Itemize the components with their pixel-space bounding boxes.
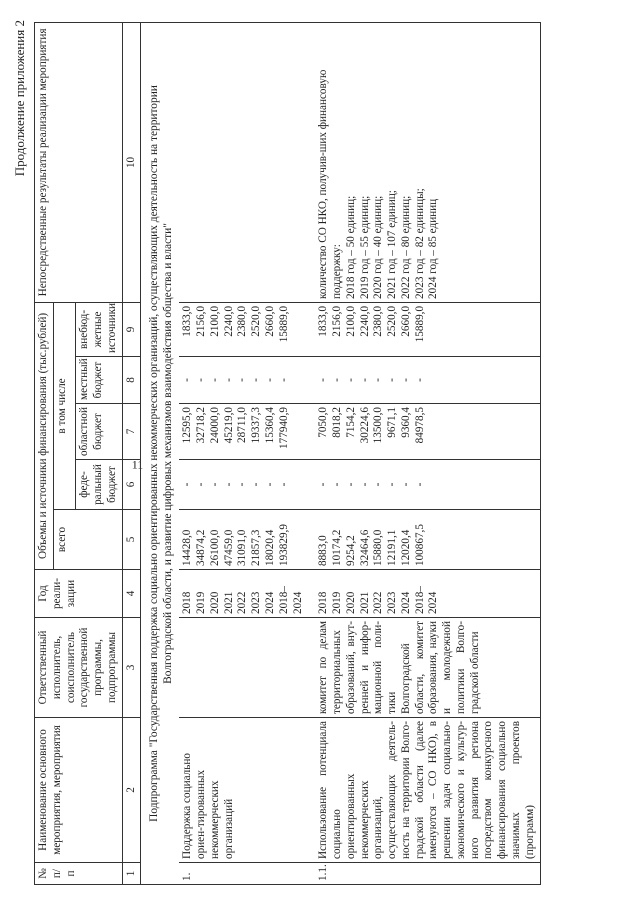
page-number: 11 — [131, 457, 144, 472]
row-number: 1. — [179, 863, 307, 885]
result-line: 2018 год – 50 единиц; — [344, 195, 357, 299]
header-executor: Ответственный исполнитель, соисполнитель государственной программы, подпрограммы — [35, 618, 123, 718]
total-value: 12191,1 — [386, 529, 399, 566]
federal-value: - — [317, 482, 330, 487]
result-line: количество СО НКО, получив-ших финансовую поддержку: — [317, 69, 344, 299]
regional-value: 8018,2 — [331, 407, 344, 438]
result-line: 2020 год – 40 единиц; — [372, 195, 385, 299]
total-value: 34874,2 — [195, 529, 208, 566]
extra-value: 2100,0 — [344, 305, 357, 337]
colnum-6: 6 — [122, 460, 141, 510]
header-results: Непосредственные результаты реализации мероприятия — [35, 22, 123, 302]
extra-value: 2660,0 — [399, 305, 412, 337]
extra-value: 2520,0 — [250, 305, 263, 337]
year-value: 2022 — [236, 591, 249, 614]
year-value: 2018 — [317, 591, 330, 614]
table-row — [179, 22, 307, 884]
extra-value: 2100,0 — [208, 305, 221, 337]
row-name: Поддержка социально ориен-тированных некоммерческих организаций — [179, 718, 307, 863]
header-regional: областной бюджет — [76, 404, 122, 460]
total-value: 14428,0 — [181, 529, 194, 566]
row-total — [315, 510, 540, 570]
total-value: 32464,6 — [358, 529, 371, 566]
table-row — [315, 22, 540, 884]
header-local: местный бюджет — [76, 357, 122, 404]
regional-value: 28711,0 — [236, 407, 249, 443]
regional-value: 7154,2 — [344, 407, 357, 438]
continuation-label: Продолжение приложения 2 — [12, 20, 27, 177]
row-executor — [179, 618, 307, 718]
regional-value: 9360,4 — [399, 407, 412, 438]
federal-value: - — [222, 482, 235, 487]
extra-value: 1833,0 — [317, 305, 330, 337]
result-line: 2021 год – 107 единиц; — [386, 190, 399, 299]
row-local — [315, 357, 540, 404]
extra-value: 15889,0 — [277, 305, 290, 343]
total-value: 9254,2 — [344, 535, 357, 566]
local-value: - — [250, 378, 263, 382]
local-value: - — [263, 378, 276, 382]
federal-value: - — [208, 482, 221, 487]
extra-value: 2240,0 — [222, 305, 235, 337]
column-numbers-row — [122, 22, 141, 884]
local-value: - — [331, 378, 344, 382]
regional-value: 12595,0 — [181, 407, 194, 444]
total-value: 8883,0 — [317, 535, 330, 566]
header-federal: феде-ральный бюджет — [76, 460, 122, 510]
header-row-1 — [35, 22, 54, 884]
row-years — [179, 570, 307, 618]
federal-value: - — [331, 482, 344, 487]
local-value: - — [386, 378, 399, 382]
result-line: 2019 год – 55 единиц; — [358, 195, 371, 299]
year-value: 2020 — [208, 591, 221, 614]
local-value: - — [399, 378, 412, 382]
local-value: - — [222, 378, 235, 382]
colnum-3: 3 — [122, 618, 141, 718]
extra-value: 2380,0 — [236, 305, 249, 337]
total-value: 193829,9 — [277, 524, 290, 566]
regional-value: 15360,4 — [263, 407, 276, 444]
total-value: 12020,4 — [399, 529, 412, 566]
total-value: 31091,0 — [236, 529, 249, 566]
federal-value: - — [236, 482, 249, 487]
year-value: 2019 — [331, 591, 344, 614]
regional-value: 177940,9 — [277, 407, 290, 449]
year-value: 2022 — [372, 591, 385, 614]
header-name: Наименование основного мероприятия, мероприятия — [35, 718, 123, 863]
header-extra: внебюд-жетные источники — [76, 302, 122, 356]
federal-value: - — [413, 482, 426, 487]
regional-value: 7050,0 — [317, 407, 330, 438]
regional-value: 9671,1 — [386, 407, 399, 438]
regional-value: 32718,2 — [195, 407, 208, 444]
extra-value: 2156,0 — [195, 305, 208, 337]
header-funding: Объемы и источники финансирования (тыс.рублей) — [35, 302, 54, 569]
subprogram-title: Подпрограмма "Государственная поддержка социально ориентированных некоммерческих организаций, осуществляющих деятельность на территории Волгоградской области, и развитие цифровых механизмов взаимодействия общества и власти" — [141, 22, 180, 884]
extra-value: 15889,0 — [413, 305, 426, 343]
local-value: - — [277, 378, 290, 382]
colnum-10: 10 — [122, 22, 141, 302]
row-federal — [179, 460, 307, 510]
local-value: - — [358, 378, 371, 382]
local-value: - — [344, 378, 357, 382]
colnum-7: 7 — [122, 404, 141, 460]
year-value: 2020 — [344, 591, 357, 614]
year-value: 2024 — [399, 591, 412, 614]
total-value: 47459,0 — [222, 529, 235, 566]
federal-value: - — [386, 482, 399, 487]
year-value: 2018 — [181, 591, 194, 614]
row-number: 1.1. — [315, 863, 540, 885]
row-years — [315, 570, 540, 618]
colnum-5: 5 — [122, 510, 141, 570]
year-value: 2018–2024 — [413, 586, 440, 614]
subprogram-row — [141, 22, 180, 884]
local-value: - — [195, 378, 208, 382]
year-value: 2021 — [358, 591, 371, 614]
extra-value: 2660,0 — [263, 305, 276, 337]
year-value: 2018–2024 — [277, 586, 304, 614]
result-line: 2024 год – 85 единиц — [427, 198, 440, 299]
row-regional — [315, 404, 540, 460]
header-incl: в том числе — [53, 302, 76, 509]
federal-value: - — [250, 482, 263, 487]
federal-value: - — [195, 482, 208, 487]
local-value: - — [372, 378, 385, 382]
federal-value: - — [344, 482, 357, 487]
row-results — [315, 22, 540, 302]
total-value: 15880,0 — [372, 529, 385, 566]
header-num: № п/п — [35, 863, 123, 885]
row-regional — [179, 404, 307, 460]
program-table — [34, 22, 541, 885]
local-value: - — [208, 378, 221, 382]
total-value: 26100,0 — [208, 529, 221, 566]
local-value: - — [413, 378, 426, 382]
federal-value: - — [372, 482, 385, 487]
local-value: - — [181, 378, 194, 382]
colnum-9: 9 — [122, 302, 141, 356]
extra-value: 1833,0 — [181, 305, 194, 337]
total-value: 10174,2 — [331, 529, 344, 566]
row-executor: комитет по делам территориальных образований, внут-ренней и инфор-мационной поли-тики Волгоградской области, комитет образования, науки и молодежной политики Волго-градской области — [315, 618, 540, 718]
total-value: 100867,5 — [413, 524, 426, 566]
year-value: 2019 — [195, 591, 208, 614]
federal-value: - — [263, 482, 276, 487]
regional-value: 45219,0 — [222, 407, 235, 444]
regional-value: 24000,0 — [208, 407, 221, 444]
federal-value: - — [277, 482, 290, 487]
regional-value: 30224,6 — [358, 407, 371, 444]
federal-value: - — [399, 482, 412, 487]
row-spacer — [307, 22, 315, 884]
regional-value: 13500,0 — [372, 407, 385, 444]
row-total — [179, 510, 307, 570]
extra-value: 2240,0 — [358, 305, 371, 337]
row-local — [179, 357, 307, 404]
extra-value: 2380,0 — [372, 305, 385, 337]
year-value: 2021 — [222, 591, 235, 614]
regional-value: 84978,5 — [413, 407, 426, 444]
header-total: всего — [53, 510, 122, 570]
colnum-8: 8 — [122, 357, 141, 404]
colnum-2: 2 — [122, 718, 141, 863]
local-value: - — [317, 378, 330, 382]
extra-value: 2520,0 — [386, 305, 399, 337]
row-extra — [315, 302, 540, 356]
colnum-4: 4 — [122, 570, 141, 618]
federal-value: - — [358, 482, 371, 487]
total-value: 21857,3 — [250, 529, 263, 566]
federal-value: - — [181, 482, 194, 487]
row-results — [179, 22, 307, 302]
year-value: 2024 — [263, 591, 276, 614]
row-extra — [179, 302, 307, 356]
row-name: Использование потенциала социально ориентированных некоммерческих организаций, осуществляющих деятель-ность на территории Волго-градской области (далее именуются – СО НКО), в решении задач социально-экономического и культур-ного развития региона посредством конкурсного финансирования социально значимых проектов (программ) — [315, 718, 540, 863]
year-value: 2023 — [250, 591, 263, 614]
result-line: 2023 год – 82 единицы; — [413, 188, 426, 299]
year-value: 2023 — [386, 591, 399, 614]
result-line: 2022 год – 80 единиц; — [399, 195, 412, 299]
regional-value: 19337,3 — [250, 407, 263, 444]
total-value: 18020,4 — [263, 529, 276, 566]
extra-value: 2156,0 — [331, 305, 344, 337]
colnum-1: 1 — [122, 863, 141, 885]
header-year: Год реали-зации — [35, 570, 123, 618]
row-federal — [315, 460, 540, 510]
local-value: - — [236, 378, 249, 382]
